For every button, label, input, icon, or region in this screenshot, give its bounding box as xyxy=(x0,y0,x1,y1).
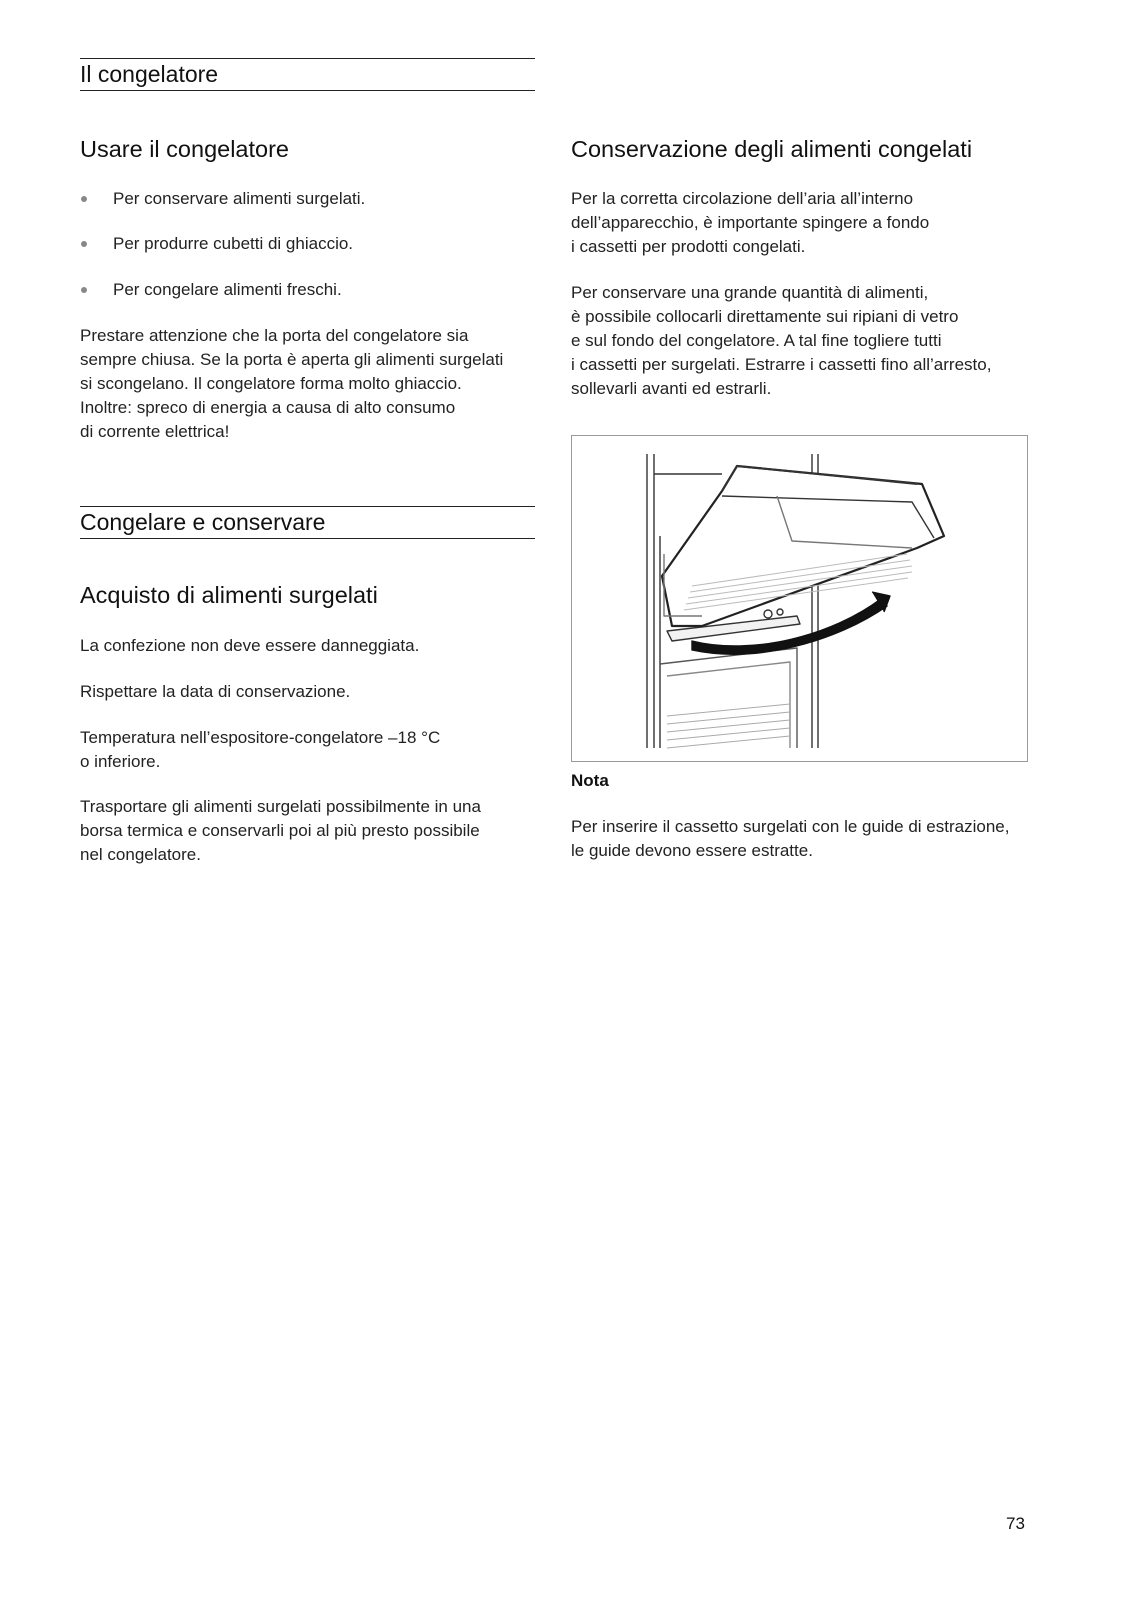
freezer-drawer-figure xyxy=(571,435,1028,762)
paragraph-grande-quantita: Per conservare una grande quantità di alimenti, è possibile collocarli direttamente sui ripiani di vetro e sul fondo del congelatore. A tal fine togliere tutti i cassetti per surgelati. Estrarre i cassetti fino all’arresto, sollevarli avanti ed estrarli. xyxy=(571,283,992,398)
paragraph-circolazione: Per la corretta circolazione dell’aria all’interno dell’apparecchio, è importante spingere a fondo i cassetti per prodotti congelati. xyxy=(571,189,930,256)
nota-text: Per inserire il cassetto surgelati con le guide di estrazione, le guide devono essere estratte. xyxy=(571,817,1010,860)
section-title-congelare-conservare: Congelare e conservare xyxy=(80,506,535,539)
paragraph-confezione: La confezione non deve essere danneggiata. xyxy=(80,636,420,655)
bullet-icon xyxy=(81,241,87,247)
heading-usare-congelatore: Usare il congelatore xyxy=(80,136,289,162)
nota-title: Nota xyxy=(571,771,609,790)
paragraph-usare: Prestare attenzione che la porta del congelatore sia sempre chiusa. Se la porta è aperta gli alimenti surgelati si scongelano. Il congelatore forma molto ghiaccio. Inoltre: spreco di energia a causa di alto consumo di corrente elettrica! xyxy=(80,326,504,441)
paragraph-trasporto: Trasportare gli alimenti surgelati possibilmente in una borsa termica e conservarli poi al più presto possibile nel congelatore. xyxy=(80,797,481,864)
paragraph-data-conservazione: Rispettare la data di conservazione. xyxy=(80,682,351,701)
bullet-icon xyxy=(81,196,87,202)
heading-conservazione: Conservazione degli alimenti congelati xyxy=(571,136,973,162)
freezer-drawer-removal-icon xyxy=(572,436,1027,761)
paragraph-temperatura: Temperatura nell’espositore-congelatore –18 °C o inferiore. xyxy=(80,728,441,771)
heading-acquisto-surgelati: Acquisto di alimenti surgelati xyxy=(80,582,378,608)
section-title-congelatore: Il congelatore xyxy=(80,58,535,91)
page-number: 73 xyxy=(1006,1514,1025,1533)
bullet-icon xyxy=(81,287,87,293)
